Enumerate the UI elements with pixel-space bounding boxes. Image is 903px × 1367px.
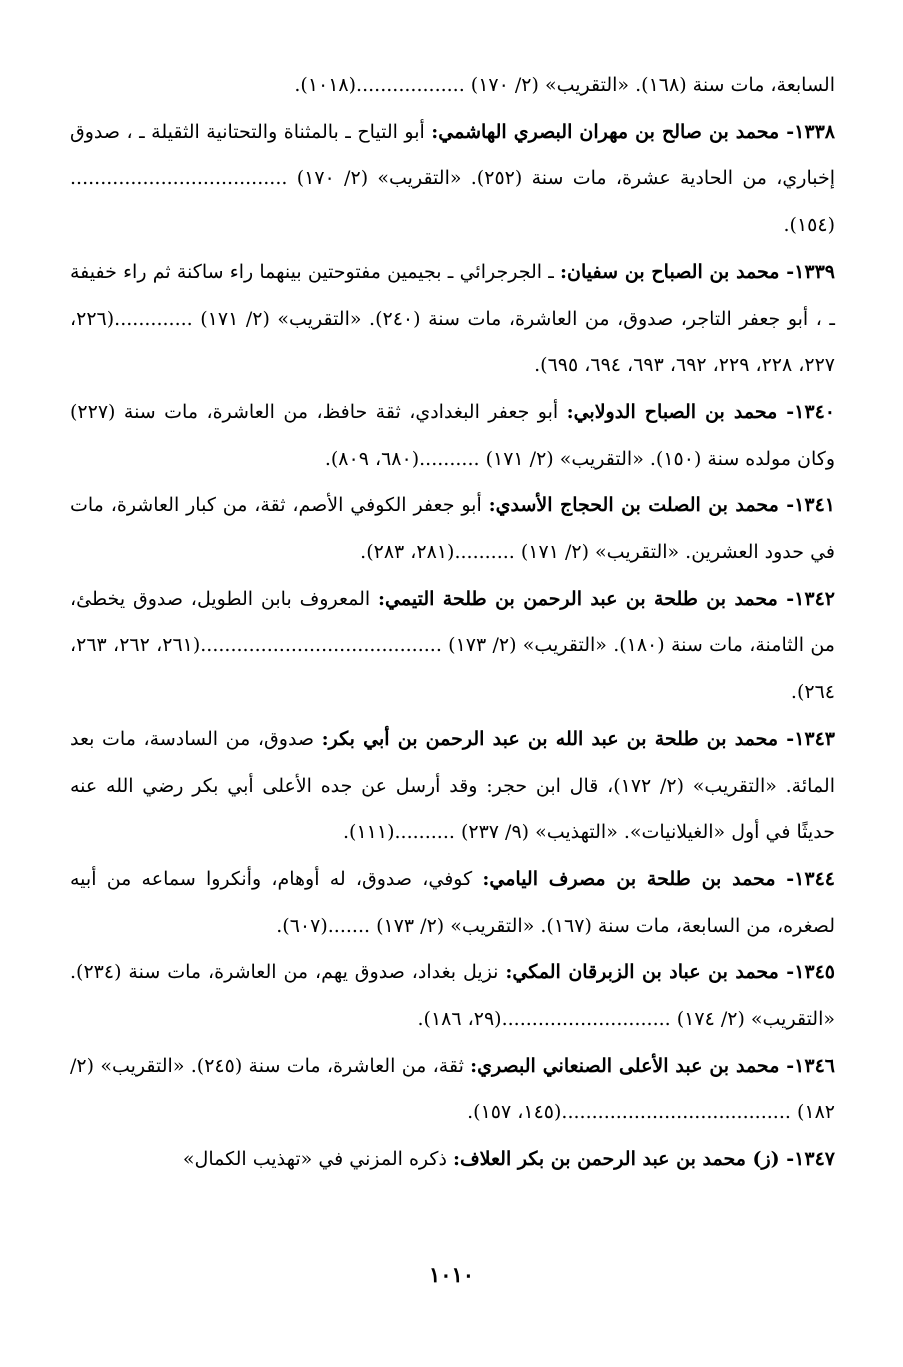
entry-heading: ١٣٤٦- محمد بن عبد الأعلى الصنعاني البصري:: [470, 1054, 835, 1077]
entry-continuation: [70, 62, 835, 109]
entry-1345: [70, 949, 835, 1042]
entry-body: السابعة، مات سنة (١٦٨). «التقريب» (٢/ ١٧٠) ..................(١٠١٨).: [294, 74, 835, 96]
entry-heading: ١٣٤٥- محمد بن عباد بن الزبرقان المكي:: [505, 961, 836, 984]
entry-1340: [70, 389, 835, 482]
page-number: ١٠١٠: [428, 1262, 475, 1287]
entry-1347: [70, 1136, 835, 1183]
entry-1346: [70, 1043, 835, 1136]
entry-1341: [70, 482, 835, 575]
text-block: [70, 62, 835, 1183]
entry-body: ثقة، من العاشرة، مات سنة (٢٤٥). «التقريب» (٢/ ١٨٢) ......................................(١٤٥، ١٥٧).: [70, 1054, 835, 1124]
entry-1344: [70, 856, 835, 949]
entry-body: أبو جعفر الكوفي الأصم، ثقة، من كبار العاشرة، مات في حدود العشرين. «التقريب» (٢/ ١٧١) ..........(٢٨١، ٢٨٣).: [70, 494, 835, 564]
entry-body: أبو جعفر البغدادي، ثقة حافظ، من العاشرة، مات سنة (٢٢٧) وكان مولده سنة (١٥٠). «التقريب» (٢/ ١٧١) ..........(٦٨٠، ٨٠٩).: [70, 400, 835, 470]
entry-heading: ١٣٤٣- محمد بن طلحة بن عبد الله بن عبد الرحمن بن أبي بكر:: [321, 727, 836, 750]
entry-body: ـ الجرجرائي ـ بجيمين مفتوحتين بينهما راء ساكنة ثم راء خفيفة ـ ، أبو جعفر التاجر، صدوق، من العاشرة، مات سنة (٢٤٠). «التقريب» (٢/ ١٧١) .............(٢٢٦، ٢٢٧، ٢٢٨، ٢٢٩، ٦٩٢، ٦٩٣، ٦٩٤، ٦٩٥).: [70, 260, 835, 377]
entry-heading: ١٣٤٧- (ز) محمد بن عبد الرحمن بن بكر العلاف:: [452, 1148, 835, 1171]
entry-heading: ١٣٤٤- محمد بن طلحة بن مصرف اليامي:: [482, 867, 835, 890]
entry-heading: ١٣٤٢- محمد بن طلحة بن عبد الرحمن بن طلحة التيمي:: [378, 587, 835, 610]
entry-body: كوفي، صدوق، له أوهام، وأنكروا سماعه من أبيه لصغره، من السابعة، مات سنة (١٦٧). «التقريب» (٢/ ١٧٣) .......(٦٠٧).: [70, 867, 835, 937]
entry-body: نزيل بغداد، صدوق يهم، من العاشرة، مات سنة (٢٣٤). «التقريب» (٢/ ١٧٤) ............................(٢٩، ١٨٦).: [70, 961, 835, 1031]
entry-heading: ١٣٣٩- محمد بن الصباح بن سفيان:: [560, 260, 835, 283]
entry-body: المعروف بابن الطويل، صدوق يخطئ، من الثامنة، مات سنة (١٨٠). «التقريب» (٢/ ١٧٣) ........................................(٢٦١، ٢٦٢، ٢٦٣، ٢٦٤).: [70, 587, 835, 704]
entry-heading: ١٣٤٠- محمد بن الصباح الدولابي:: [566, 400, 835, 423]
entry-1343: [70, 716, 835, 856]
entry-body: صدوق، من السادسة، مات بعد المائة. «التقريب» (٢/ ١٧٢)، قال ابن حجر: وقد أرسل عن جده الأعلى أبي بكر رضي الله عنه حديثًا في أول «الغيلانيات». «التهذيب» (٩/ ٢٣٧) ..........(١١١).: [70, 727, 835, 844]
entry-heading: ١٣٤١- محمد بن الصلت بن الحجاج الأسدي:: [488, 494, 835, 517]
entry-1338: [70, 109, 835, 249]
entry-1339: [70, 249, 835, 389]
entry-1342: [70, 576, 835, 716]
entry-heading: ١٣٣٨- محمد بن صالح بن مهران البصري الهاشمي:: [431, 120, 835, 143]
entry-body: أبو التياح ـ بالمثناة والتحتانية الثقيلة ـ ، صدوق إخباري، من الحادية عشرة، مات سنة (٢٥٢). «التقريب» (٢/ ١٧٠) ....................................(١٥٤).: [70, 120, 835, 237]
entry-body: ذكره المزني في «تهذيب الكمال»: [182, 1148, 453, 1171]
